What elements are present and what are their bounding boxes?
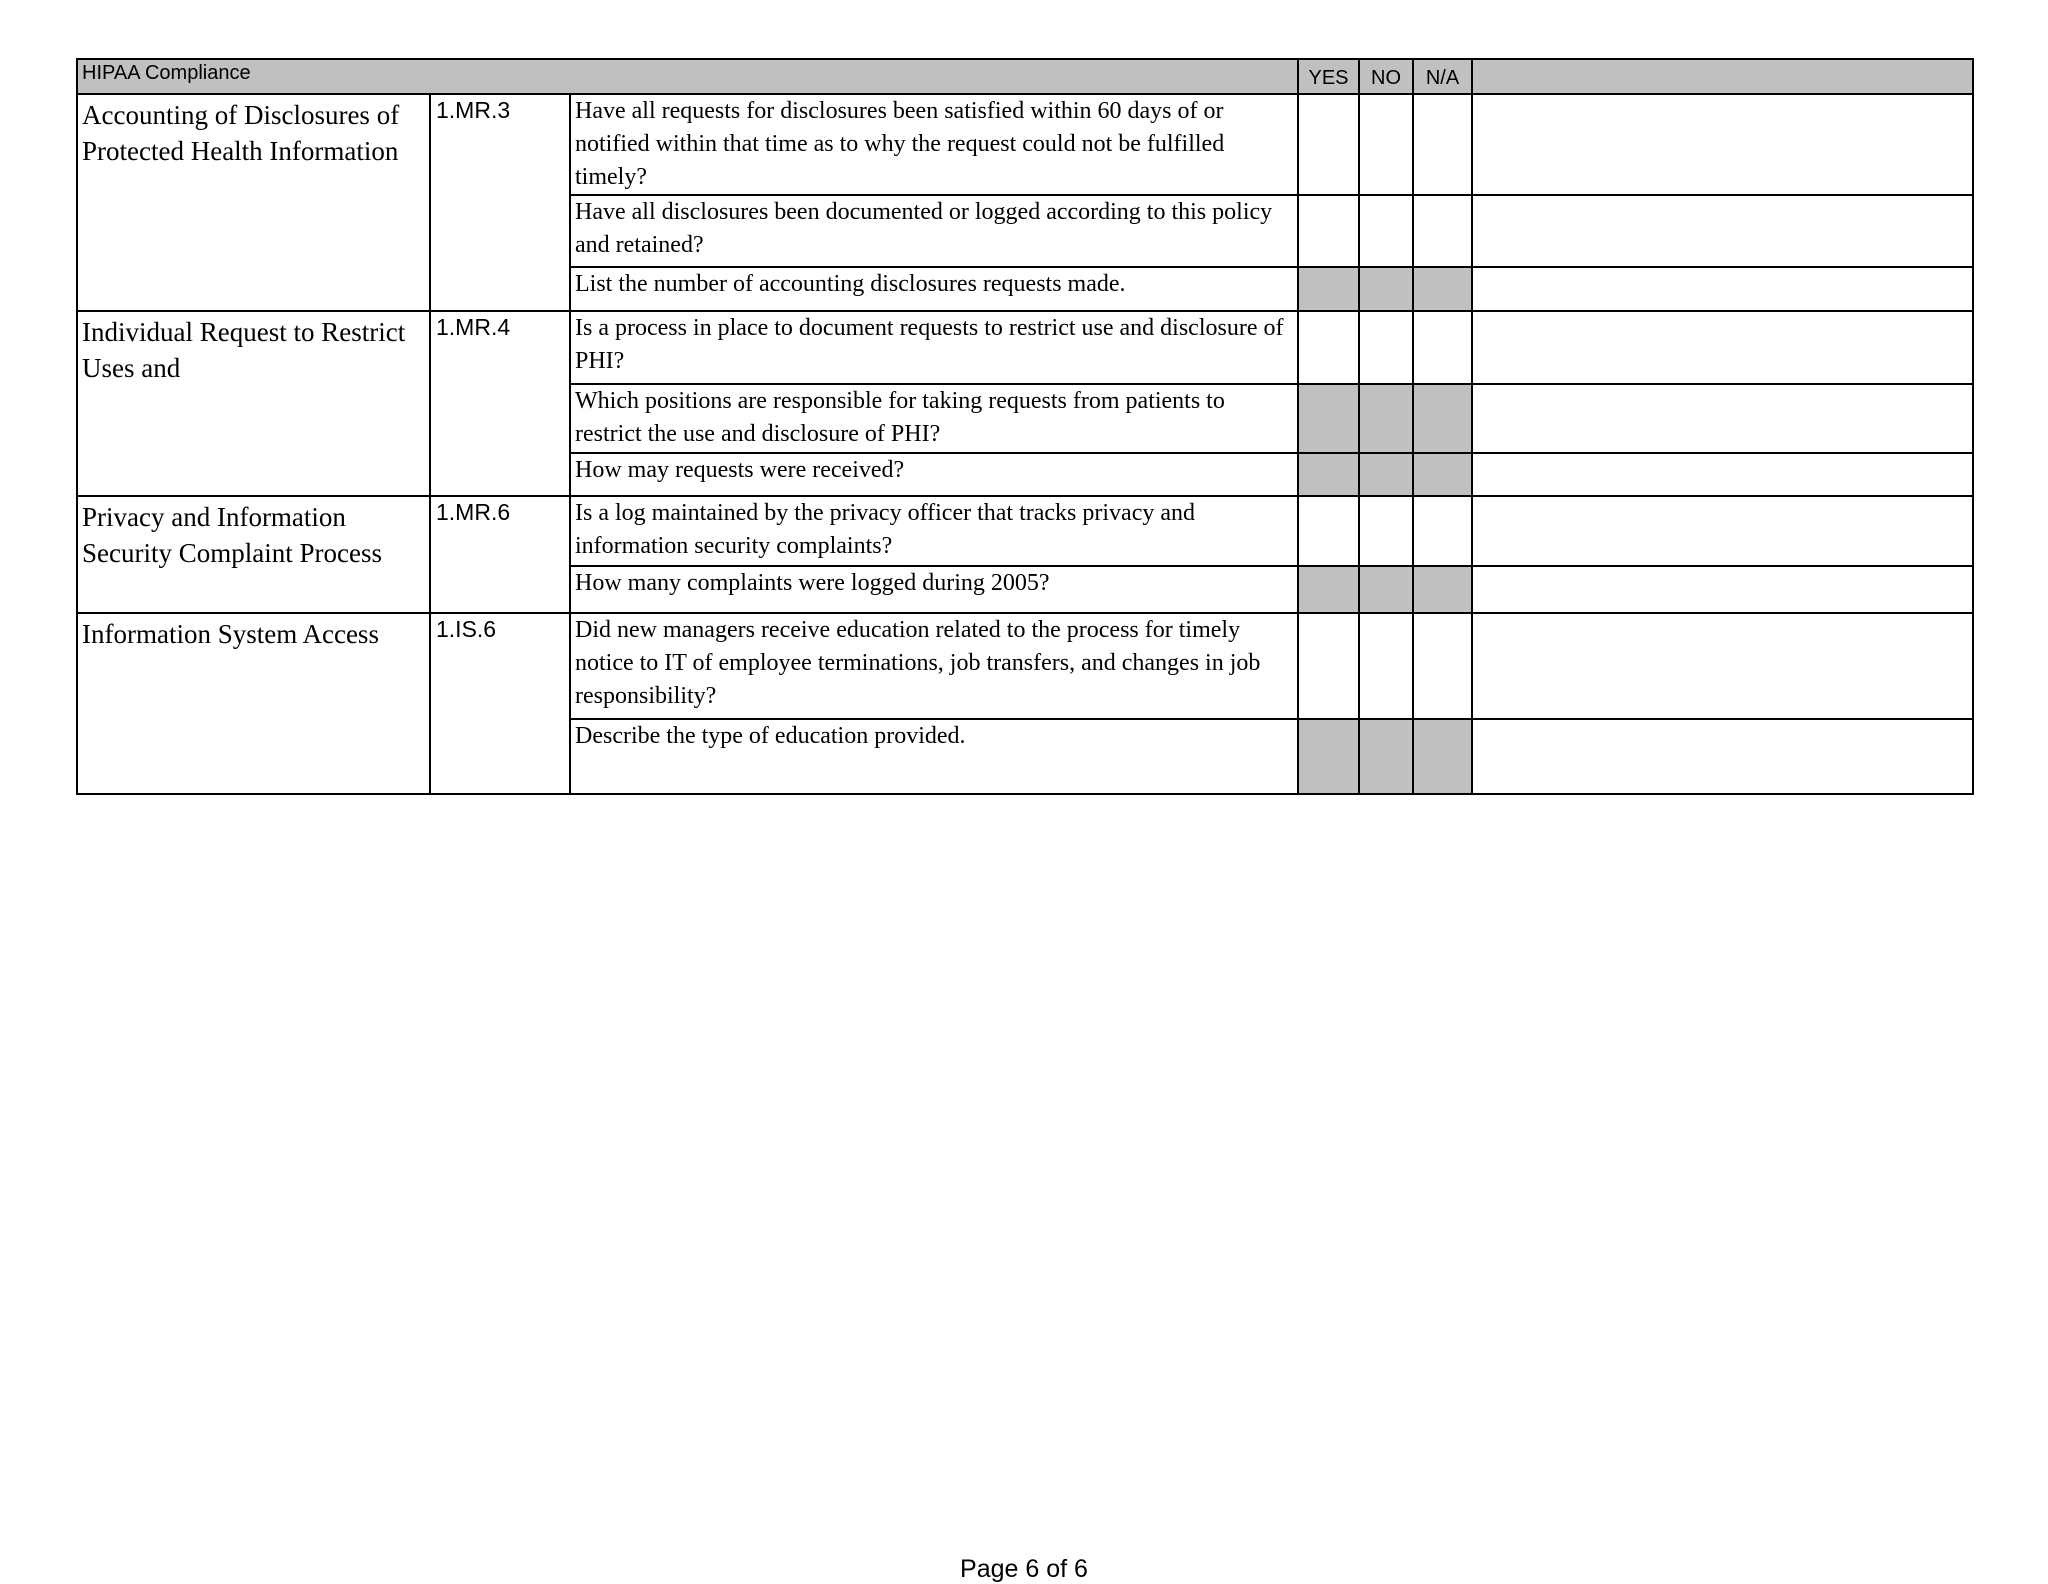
- yes-answer-box-disabled: [1298, 719, 1359, 794]
- question-cell: Have all disclosures been documented or logged according to this policy and retained?: [570, 195, 1298, 267]
- yes-column-header: YES: [1298, 59, 1359, 94]
- no-answer-box-disabled: [1359, 267, 1413, 311]
- notes-cell[interactable]: [1472, 453, 1973, 496]
- na-answer-box[interactable]: [1413, 94, 1472, 195]
- notes-cell[interactable]: [1472, 719, 1973, 794]
- question-row: [77, 311, 1973, 384]
- policy-code-cell: 1.MR.6: [430, 496, 570, 613]
- na-column-header: N/A: [1413, 59, 1472, 94]
- no-answer-box[interactable]: [1359, 94, 1413, 195]
- na-answer-box[interactable]: [1413, 311, 1472, 384]
- yes-answer-box[interactable]: [1298, 311, 1359, 384]
- policy-code-cell: 1.MR.3: [430, 94, 570, 311]
- na-answer-box-disabled: [1413, 453, 1472, 496]
- policy-code-cell: 1.MR.4: [430, 311, 570, 496]
- yes-answer-box-disabled: [1298, 384, 1359, 453]
- notes-cell[interactable]: [1472, 267, 1973, 311]
- notes-cell[interactable]: [1472, 496, 1973, 566]
- section-title: HIPAA Compliance: [77, 59, 1298, 94]
- no-answer-box-disabled: [1359, 719, 1413, 794]
- table-header-row: [77, 59, 1973, 94]
- yes-answer-box[interactable]: [1298, 496, 1359, 566]
- na-answer-box[interactable]: [1413, 613, 1472, 719]
- question-cell: Describe the type of education provided.: [570, 719, 1298, 794]
- na-answer-box-disabled: [1413, 267, 1472, 311]
- question-row: [77, 496, 1973, 566]
- no-column-header: NO: [1359, 59, 1413, 94]
- yes-answer-box[interactable]: [1298, 94, 1359, 195]
- no-answer-box[interactable]: [1359, 496, 1413, 566]
- question-cell: Have all requests for disclosures been satisfied within 60 days of or notified within that time as to why the request could not be fulfilled timely?: [570, 94, 1298, 195]
- no-answer-box[interactable]: [1359, 195, 1413, 267]
- no-answer-box-disabled: [1359, 453, 1413, 496]
- no-answer-box-disabled: [1359, 384, 1413, 453]
- yes-answer-box-disabled: [1298, 267, 1359, 311]
- yes-answer-box[interactable]: [1298, 613, 1359, 719]
- yes-answer-box[interactable]: [1298, 195, 1359, 267]
- hipaa-checklist-table: [76, 58, 1974, 795]
- notes-column-header: [1472, 59, 1973, 94]
- question-row: [77, 94, 1973, 195]
- question-cell: Is a process in place to document requests to restrict use and disclosure of PHI?: [570, 311, 1298, 384]
- notes-cell[interactable]: [1472, 613, 1973, 719]
- yes-answer-box-disabled: [1298, 566, 1359, 613]
- no-answer-box-disabled: [1359, 566, 1413, 613]
- na-answer-box[interactable]: [1413, 195, 1472, 267]
- na-answer-box-disabled: [1413, 566, 1472, 613]
- question-cell: Is a log maintained by the privacy officer that tracks privacy and information security complaints?: [570, 496, 1298, 566]
- topic-cell: Accounting of Disclosures of Protected Health Information: [77, 94, 430, 311]
- na-answer-box-disabled: [1413, 719, 1472, 794]
- question-cell: List the number of accounting disclosures requests made.: [570, 267, 1298, 311]
- question-cell: Which positions are responsible for taking requests from patients to restrict the use and disclosure of PHI?: [570, 384, 1298, 453]
- notes-cell[interactable]: [1472, 195, 1973, 267]
- question-cell: How may requests were received?: [570, 453, 1298, 496]
- notes-cell[interactable]: [1472, 384, 1973, 453]
- na-answer-box-disabled: [1413, 384, 1472, 453]
- question-cell: Did new managers receive education related to the process for timely notice to IT of employee terminations, job transfers, and changes in job responsibility?: [570, 613, 1298, 719]
- question-row: [77, 613, 1973, 719]
- notes-cell[interactable]: [1472, 566, 1973, 613]
- no-answer-box[interactable]: [1359, 311, 1413, 384]
- topic-cell: Privacy and Information Security Complaint Process: [77, 496, 430, 613]
- notes-cell[interactable]: [1472, 94, 1973, 195]
- yes-answer-box-disabled: [1298, 453, 1359, 496]
- notes-cell[interactable]: [1472, 311, 1973, 384]
- policy-code-cell: 1.IS.6: [430, 613, 570, 794]
- no-answer-box[interactable]: [1359, 613, 1413, 719]
- topic-cell: Information System Access: [77, 613, 430, 794]
- topic-cell: Individual Request to Restrict Uses and: [77, 311, 430, 496]
- na-answer-box[interactable]: [1413, 496, 1472, 566]
- question-cell: How many complaints were logged during 2005?: [570, 566, 1298, 613]
- page-number: Page 6 of 6: [960, 1555, 1088, 1583]
